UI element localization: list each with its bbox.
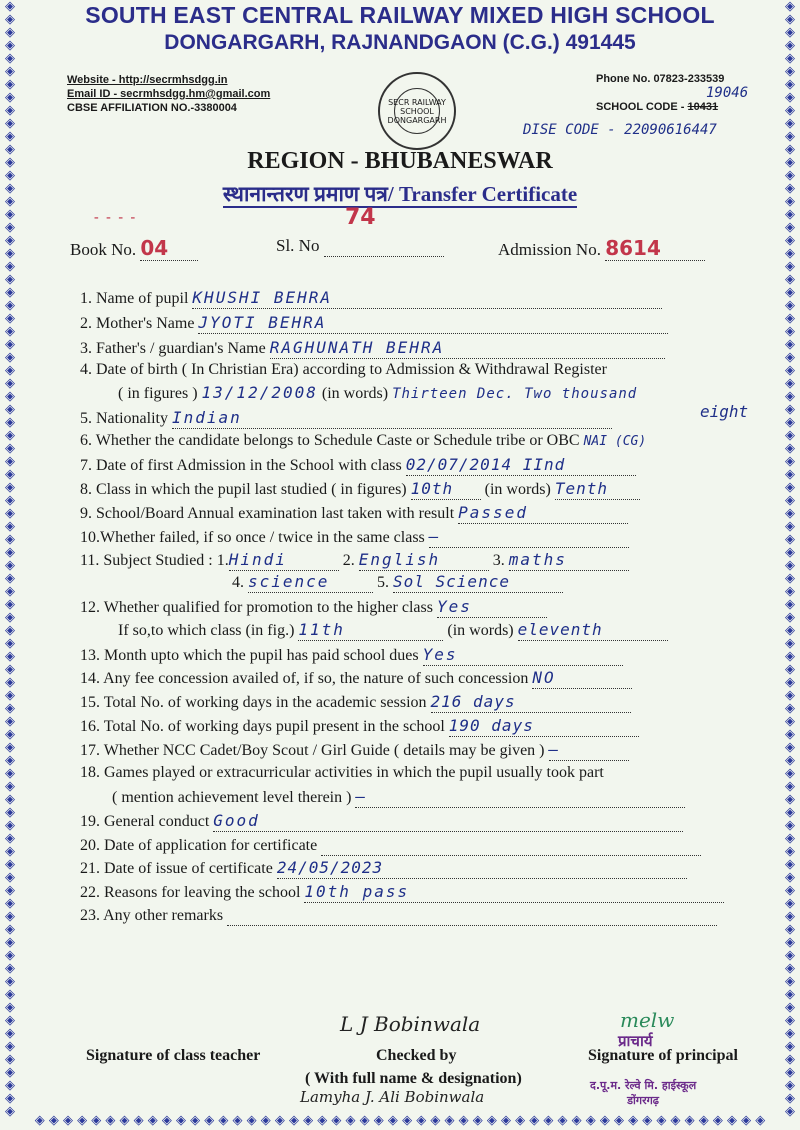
contact-block-left [67,73,270,115]
item-16: 16. Total No. of working days pupil present in the school 190 days [80,716,639,737]
school-code-struck: 10431 [687,101,719,113]
item-4: 4. Date of birth ( In Christian Era) according to Admission & Withdrawal Register [80,361,607,378]
principal-signature-label: Signature of principal [588,1047,738,1064]
item-4-dob: ( in figures ) 13/12/2008 (in words) Thirteen Dec. Two thousand [118,383,638,402]
item-17: 17. Whether NCC Cadet/Boy Scout / Girl Guide ( details may be given ) — [80,740,629,761]
right-border-ornament: ◈ ◈ ◈ ◈ ◈ ◈ ◈ ◈ ◈ ◈ ◈ ◈ ◈ ◈ ◈ ◈ ◈ ◈ ◈ ◈ ◈ ◈ ◈ ◈ ◈ ◈ ◈ ◈ ◈ ◈ ◈ ◈ ◈ ◈ ◈ ◈ ◈ ◈ ◈ ◈ ◈ ◈ ◈ ◈ ◈ ◈ ◈ ◈ ◈ ◈ ◈ ◈ ◈ ◈ ◈ ◈ ◈ ◈ ◈ ◈ ◈ ◈ ◈ ◈ ◈ ◈ ◈ ◈ ◈ ◈ ◈ ◈ ◈ ◈ ◈ ◈ ◈ ◈ ◈ ◈ ◈ ◈ ◈ ◈ ◈ ◈ [785,0,795,1119]
item-6: 6. Whether the candidate belongs to Schedule Caste or Schedule tribe or OBC NAI (CG) [80,432,647,449]
checker-signature: L J Bobinwala [340,1012,481,1036]
bottom-border-ornament: ◈ ◈ ◈ ◈ ◈ ◈ ◈ ◈ ◈ ◈ ◈ ◈ ◈ ◈ ◈ ◈ ◈ ◈ ◈ ◈ ◈ ◈ ◈ ◈ ◈ ◈ ◈ ◈ ◈ ◈ ◈ ◈ ◈ ◈ ◈ ◈ ◈ ◈ ◈ ◈ ◈ ◈ ◈ ◈ ◈ ◈ ◈ ◈ ◈ ◈ ◈ ◈ [34,1113,766,1128]
item-8: 8. Class in which the pupil last studied ( in figures) 10th (in words) Tenth [80,479,640,500]
cbse-affiliation: CBSE AFFILIATION NO.-3380004 [67,102,237,114]
red-mark: - - - - [94,210,138,225]
item-11-cont: 4. science 5. Sol Science [232,572,563,593]
item-1: 1. Name of pupil KHUSHI BEHRA [80,288,662,309]
school-name: SOUTH EAST CENTRAL RAILWAY MIXED HIGH SCHOOL [85,2,715,28]
item-12: 12. Whether qualified for promotion to the higher class Yes [80,597,547,618]
website[interactable]: Website - http://secrmhsdgg.in [67,74,228,86]
principal-signature: melw [620,1008,675,1032]
left-border-ornament: ◈ ◈ ◈ ◈ ◈ ◈ ◈ ◈ ◈ ◈ ◈ ◈ ◈ ◈ ◈ ◈ ◈ ◈ ◈ ◈ ◈ ◈ ◈ ◈ ◈ ◈ ◈ ◈ ◈ ◈ ◈ ◈ ◈ ◈ ◈ ◈ ◈ ◈ ◈ ◈ ◈ ◈ ◈ ◈ ◈ ◈ ◈ ◈ ◈ ◈ ◈ ◈ ◈ ◈ ◈ ◈ ◈ ◈ ◈ ◈ ◈ ◈ ◈ ◈ ◈ ◈ ◈ ◈ ◈ ◈ ◈ ◈ ◈ ◈ ◈ ◈ ◈ ◈ ◈ ◈ ◈ ◈ ◈ ◈ ◈ ◈ [5,0,15,1119]
email[interactable]: Email ID - secrmhsdgg.hm@gmail.com [67,88,271,100]
item-11: 11. Subject Studied : 1.Hindi 2. English 3. maths [80,550,629,571]
school-code: SCHOOL CODE - 10431 [596,101,719,113]
item-23: 23. Any other remarks [80,905,717,926]
item-22: 22. Reasons for leaving the school 10th pass [80,882,724,903]
phone: Phone No. 07823-233539 [596,73,725,85]
admission-no: Admission No. 8614 [498,236,705,261]
certificate-title: स्थानान्तरण प्रमाण पत्र/ Transfer Certificate [222,182,578,206]
item-20: 20. Date of application for certificate [80,835,701,856]
item-19: 19. General conduct Good [80,811,683,832]
class-teacher-signature-label: Signature of class teacher [86,1047,261,1064]
principal-stamp: प्राचार्य द.पू.म. रेल्वे मि. हाईस्कूल डोंगरगढ़ [590,1032,697,1107]
dise-code: DISE CODE - 22090616447 [523,122,717,138]
item-2: 2. Mother's Name JYOTI BEHRA [80,313,668,334]
item-18: 18. Games played or extracurricular activities in which the pupil usually took part [80,764,604,781]
sl-no-value: 74 [345,205,376,230]
item-14: 14. Any fee concession availed of, if so, the nature of such concession NO [80,668,632,689]
dob-words-cont: eight [700,402,749,421]
checked-by-label: Checked by [376,1047,457,1064]
checker-name: Lamyha J. Ali Bobinwala [300,1088,485,1106]
checked-by-sub-label: ( With full name & designation) [305,1070,522,1087]
book-no: Book No. 04 [70,236,198,261]
item-10: 10.Whether failed, if so once / twice in the same class — [80,527,629,548]
item-18-cont: ( mention achievement level therein ) — [112,787,685,808]
school-seal [378,72,456,150]
item-15: 15. Total No. of working days in the academic session 216 days [80,692,631,713]
item-3: 3. Father's / guardian's Name RAGHUNATH BEHRA [80,338,665,359]
item-5: 5. Nationality Indian [80,408,612,429]
item-7: 7. Date of first Admission in the School with class 02/07/2014 IInd [80,455,636,476]
seal-emblem-icon: SECR RAILWAY SCHOOL DONGARGARH [394,88,440,134]
item-9: 9. School/Board Annual examination last taken with result Passed [80,503,628,524]
school-code-new: 19046 [706,85,749,101]
region: REGION - BHUBANESWAR [247,148,553,174]
sl-no: Sl. No [276,236,444,257]
item-12-class: If so,to which class (in fig.) 11th (in words) eleventh [118,620,668,641]
item-13: 13. Month upto which the pupil has paid school dues Yes [80,645,623,666]
item-21: 21. Date of issue of certificate 24/05/2023 [80,858,687,879]
school-address: DONGARGARH, RAJNANDGAON (C.G.) 491445 [164,31,636,54]
